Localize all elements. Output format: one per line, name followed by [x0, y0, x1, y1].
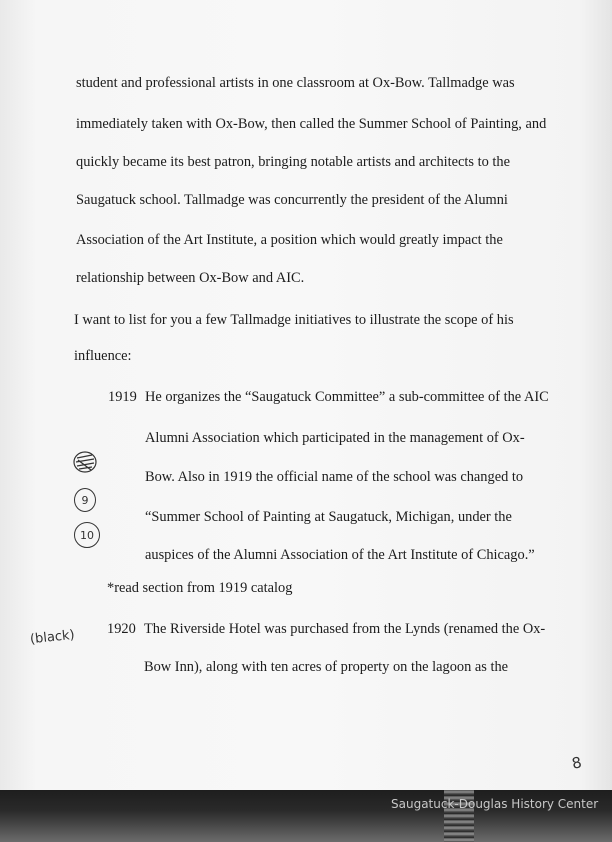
entry-1919-line-5: auspices of the Alumni Association of the Art Institute of Chicago.”: [145, 547, 535, 563]
entry-1920-line-2: Bow Inn), along with ten acres of property on the lagoon as the: [144, 659, 509, 675]
circled-number-9: 9: [74, 488, 96, 512]
entry-1919-line-4: “Summer School of Painting at Saugatuck, Michigan, under the: [145, 509, 512, 525]
entry-1919-line-2: Alumni Association which participated in the management of Ox-: [145, 430, 525, 446]
body-line-1: student and professional artists in one classroom at Ox-Bow. Tallmadge was: [76, 75, 515, 91]
body-line-6: relationship between Ox-Bow and AIC.: [76, 270, 305, 286]
circled-number-10: 10: [74, 522, 100, 548]
body-line-8: influence:: [74, 348, 132, 364]
body-line-4: Saugatuck school. Tallmadge was concurrently the president of the Alumni: [76, 192, 508, 208]
body-line-3: quickly became its best patron, bringing notable artists and architects to the: [76, 154, 510, 170]
entry-1919-line-1: He organizes the “Saugatuck Committee” a sub-committee of the AIC: [145, 389, 549, 405]
body-line-2: immediately taken with Ox-Bow, then called the Summer School of Painting, and: [76, 116, 547, 132]
catalog-note: *read section from 1919 catalog: [107, 580, 293, 596]
scribble-mark: [72, 449, 100, 475]
body-line-5: Association of the Art Institute, a position which would greatly impact the: [76, 232, 503, 248]
handwritten-page-number: 8: [570, 753, 584, 773]
entry-1920-line-1: The Riverside Hotel was purchased from the Lynds (renamed the Ox-: [144, 621, 546, 637]
body-line-7: I want to list for you a few Tallmadge initiatives to illustrate the scope of his: [74, 312, 514, 328]
watermark: Saugatuck-Douglas History Center: [391, 797, 599, 811]
entry-1919-line-3: Bow. Also in 1919 the official name of the school was changed to: [145, 469, 524, 485]
entry-year-1919: 1919: [108, 389, 137, 405]
handwritten-note: (black): [29, 627, 76, 648]
entry-year-1920: 1920: [107, 621, 136, 637]
